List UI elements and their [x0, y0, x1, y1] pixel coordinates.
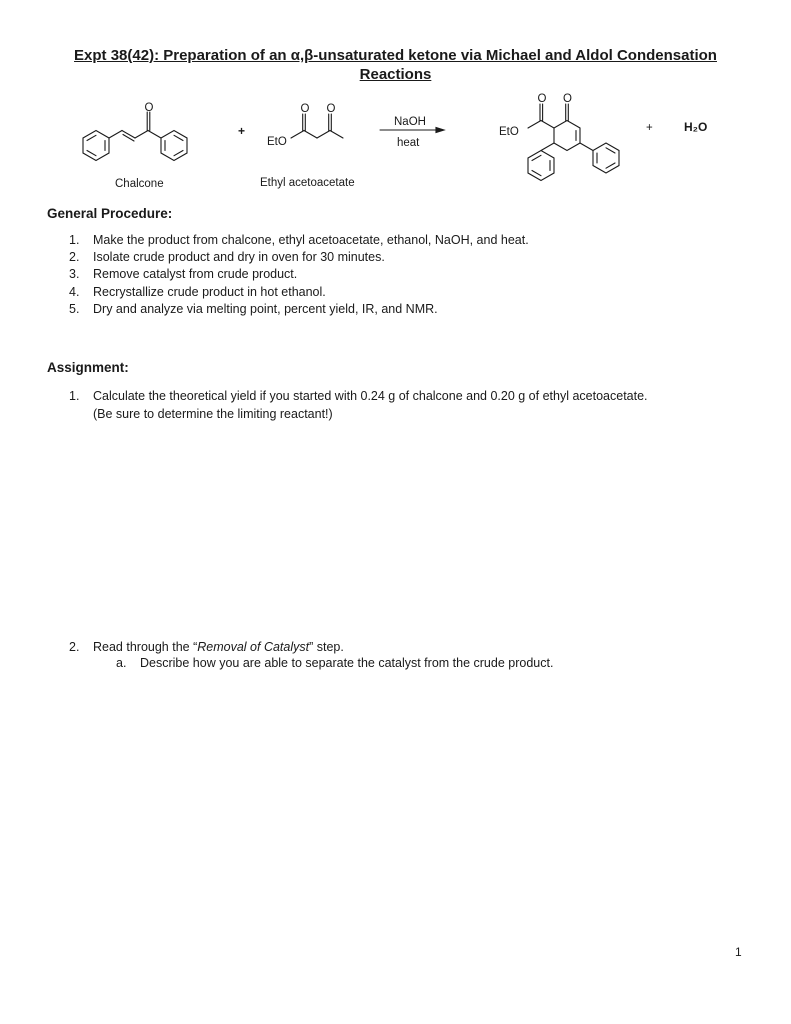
chalcone-label: Chalcone	[115, 178, 164, 190]
product-oxygen-2: O	[563, 93, 572, 105]
procedure-step: 3. Remove catalyst from crude product.	[69, 267, 298, 282]
sub-question-letter: a.	[116, 656, 127, 670]
product-eto-label: EtO	[499, 126, 519, 138]
procedure-heading: General Procedure:	[47, 206, 173, 221]
question-number: 1.	[69, 389, 80, 403]
procedure-step: 2. Isolate crude product and dry in oven for 30 minutes.	[69, 250, 385, 265]
procedure-step: 4. Recrystallize crude product in hot ethanol.	[69, 284, 326, 299]
question-number: 2.	[69, 640, 80, 654]
reaction-scheme	[0, 92, 791, 202]
procedure-step: 5. Dry and analyze via melting point, percent yield, IR, and NMR.	[69, 301, 438, 316]
procedure-step: 1. Make the product from chalcone, ethyl acetoacetate, ethanol, NaOH, and heat.	[69, 233, 529, 247]
assignment-heading: Assignment:	[47, 360, 129, 375]
chalcone-oxygen: O	[144, 102, 154, 114]
sub-question-text: Describe how you are able to separate the catalyst from the crude product.	[140, 656, 554, 670]
procedure-list	[47, 232, 529, 318]
ethyl-acetoacetate-structure	[291, 114, 343, 138]
eaa-eto-label: EtO	[267, 136, 287, 148]
plus-sign-2: +	[646, 122, 653, 134]
product-structure	[528, 104, 619, 181]
reagent-label: NaOH	[394, 116, 426, 128]
document-title: Expt 38(42): Preparation of an α,β-unsaturated ketone via Michael and Aldol Condensation Reactions	[74, 47, 717, 83]
ethyl-acetoacetate-label: Ethyl acetoacetate	[260, 177, 355, 189]
eaa-oxygen-2: O	[326, 103, 336, 115]
plus-sign-1: +	[238, 124, 246, 138]
product-oxygen-1: O	[537, 93, 547, 105]
question-text: Calculate the theoretical yield if you started with 0.24 g of chalcone and 0.20 g of ethyl acetoacetate. (Be sure to determine the limiting reactant!)	[93, 389, 648, 421]
condition-label: heat	[397, 137, 420, 149]
eaa-oxygen-1: O	[300, 103, 310, 115]
chalcone-structure	[83, 112, 187, 161]
question-text: Read through the “Removal of Catalyst” step.	[93, 640, 344, 654]
byproduct-label: H₂O	[684, 120, 708, 134]
page-number: 1	[735, 945, 742, 959]
